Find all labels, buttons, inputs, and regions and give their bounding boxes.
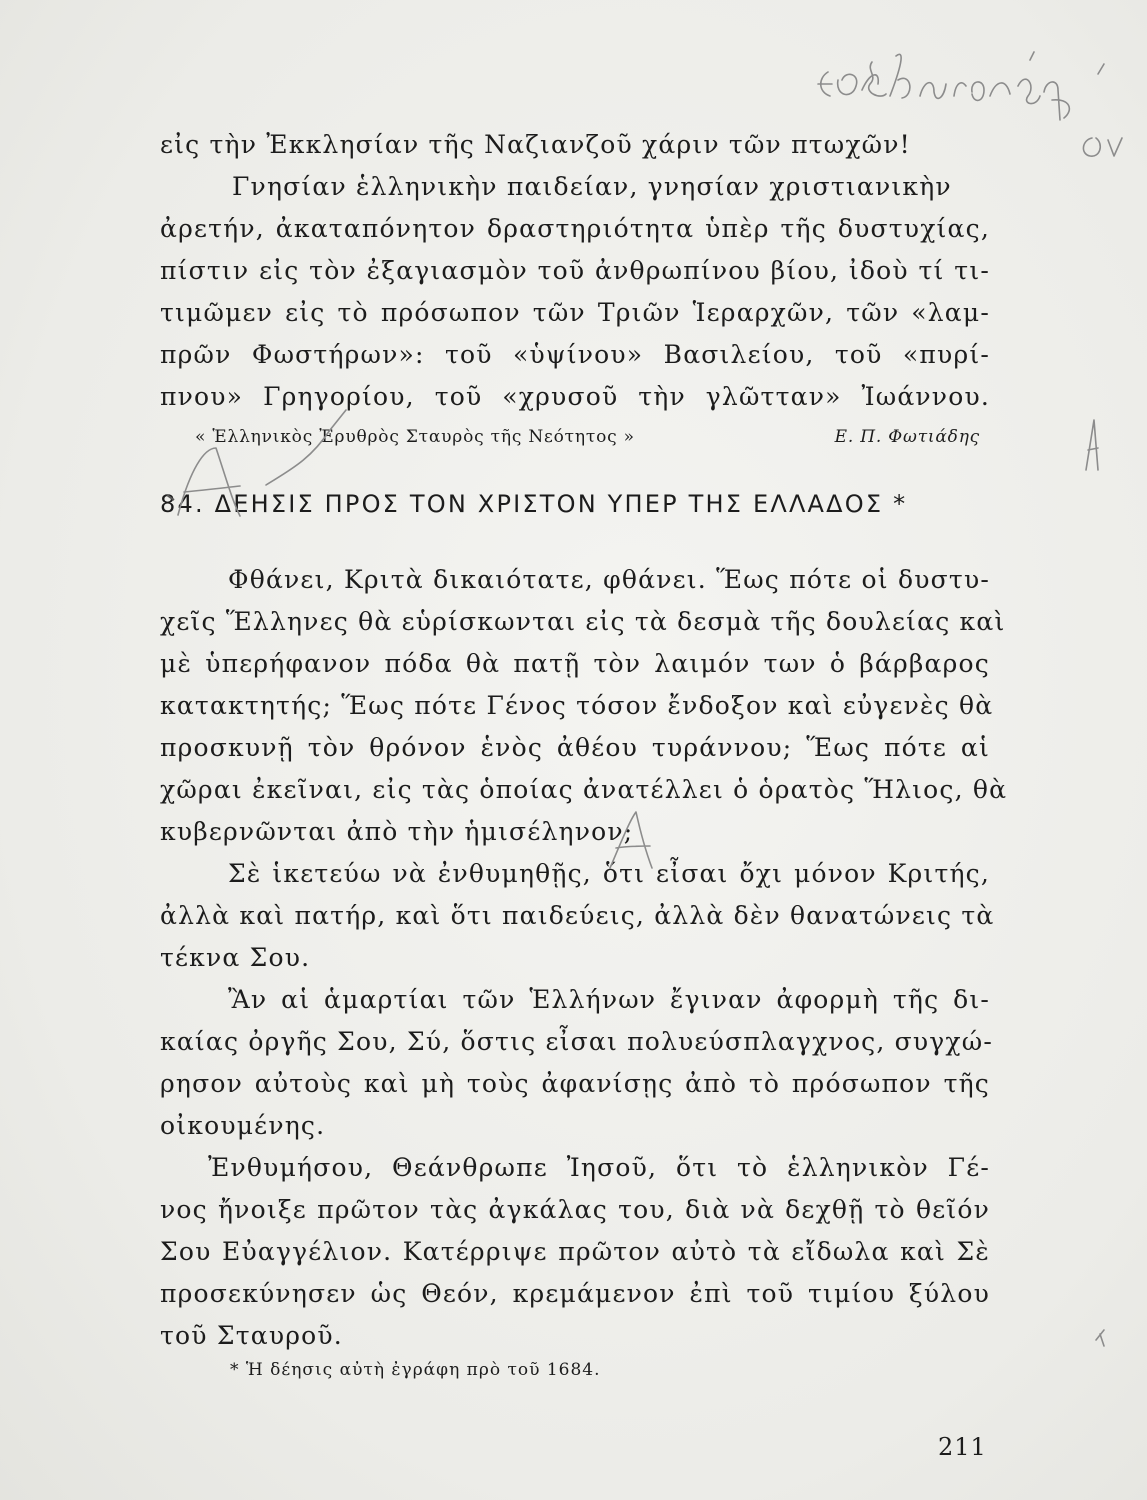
footnote: * Ἡ δέησις αὐτὴ ἐγράφη πρὸ τοῦ 1684. [230, 1360, 601, 1380]
text-line: τοῦ Σταυροῦ. [160, 1321, 343, 1350]
text-line: εἰς τὴν Ἐκκλησίαν τῆς Ναζιανζοῦ χάριν τῶν πτωχῶν! [160, 130, 911, 159]
text-line: πνου» Γρηγορίου, τοῦ «χρυσοῦ τὴν γλῶτταν» Ἰωάννου. [160, 382, 990, 411]
text-line: νος ἤνοιξε πρῶτον τὰς ἀγκάλας του, διὰ νὰ δεχθῇ τὸ θεῖόν [160, 1195, 990, 1224]
text-line: ρησον αὐτοὺς καὶ μὴ τοὺς ἀφανίσῃς ἀπὸ τὸ πρόσωπον τῆς [160, 1069, 990, 1098]
text-line: ἀλλὰ καὶ πατήρ, καὶ ὅτι παιδεύεις, ἀλλὰ δὲν θανατώνεις τὰ [160, 901, 995, 930]
text-line: χῶραι ἐκεῖναι, εἰς τὰς ὁποίας ἀνατέλλει ὁ ὁρατὸς Ἥλιος, θὰ [160, 775, 1008, 804]
handwritten-note-top-right [818, 52, 1069, 120]
section-heading: 84. ΔΕΗΣΙΣ ΠΡΟΣ ΤΟΝ ΧΡΙΣΤΟΝ ΥΠΕΡ ΤΗΣ ΕΛΛΑΔΟΣ * [160, 490, 908, 518]
page-number: 211 [938, 1433, 987, 1461]
handwritten-letter-a-right [1086, 420, 1098, 470]
text-line: ἀρετήν, ἀκαταπόνητον δραστηριότητα ὑπὲρ τῆς δυστυχίας, [160, 214, 990, 243]
text-line: Ἐνθυμήσου, Θεάνθρωπε Ἰησοῦ, ὅτι τὸ ἑλληνικὸν Γέ- [208, 1153, 990, 1182]
text-line: προσεκύνησεν ὡς Θεόν, κρεμάμενον ἐπὶ τοῦ τιμίου ξύλου [160, 1279, 990, 1308]
text-line: πίστιν εἰς τὸν ἐξαγιασμὸν τοῦ ἀνθρωπίνου βίου, ἰδοὺ τί τι- [160, 256, 990, 285]
text-line: πρῶν Φωστήρων»: τοῦ «ὑψίνου» Βασιλείου, τοῦ «πυρί- [160, 340, 990, 369]
text-line: κυβερνῶνται ἀπὸ τὴν ἡμισέληνον; [160, 817, 634, 846]
text-line: κατακτητής; Ἕως πότε Γένος τόσον ἔνδοξον καὶ εὐγενὲς θὰ [160, 691, 994, 720]
text-line: Γνησίαν ἑλληνικὴν παιδείαν, γνησίαν χριστιανικὴν [232, 172, 952, 201]
source-publication: « Ἑλληνικὸς Ἐρυθρὸς Σταυρὸς τῆς Νεότητος » [195, 427, 635, 447]
text-line: Φθάνει, Κριτὰ δικαιότατε, φθάνει. Ἕως πότε οἱ δυστυ- [228, 565, 990, 594]
source-author: Ε. Π. Φωτιάδης [834, 427, 980, 447]
text-line: Σὲ ἱκετεύω νὰ ἐνθυμηθῇς, ὅτι εἶσαι ὄχι μόνον Κριτής, [228, 859, 990, 888]
text-line: προσκυνῇ τὸν θρόνον ἑνὸς ἀθέου τυράννου; Ἕως πότε αἱ [160, 733, 990, 762]
text-line: Ἂν αἱ ἁμαρτίαι τῶν Ἑλλήνων ἔγιναν ἀφορμὴ τῆς δι- [228, 985, 990, 1014]
text-line: μὲ ὑπερήφανον πόδα θὰ πατῇ τὸν λαιμόν των ὁ βάρβαρος [160, 649, 990, 678]
text-line: τέκνα Σου. [160, 943, 311, 972]
text-line: οἰκουμένης. [160, 1111, 326, 1140]
text-line: χεῖς Ἕλληνες θὰ εὑρίσκωνται εἰς τὰ δεσμὰ τῆς δουλείας καὶ [160, 607, 1006, 636]
text-line: τιμῶμεν εἰς τὸ πρόσωπον τῶν Τριῶν Ἱεραρχῶν, τῶν «λαμ- [160, 298, 990, 327]
handwritten-note-ov [1083, 138, 1122, 156]
text-line: καίας ὀργῆς Σου, Σύ, ὅστις εἶσαι πολυεύσπλαγχνος, συγχώ- [160, 1027, 994, 1056]
text-line: Σου Εὐαγγέλιον. Κατέρριψε πρῶτον αὐτὸ τὰ εἴδωλα καὶ Σὲ [160, 1237, 990, 1266]
